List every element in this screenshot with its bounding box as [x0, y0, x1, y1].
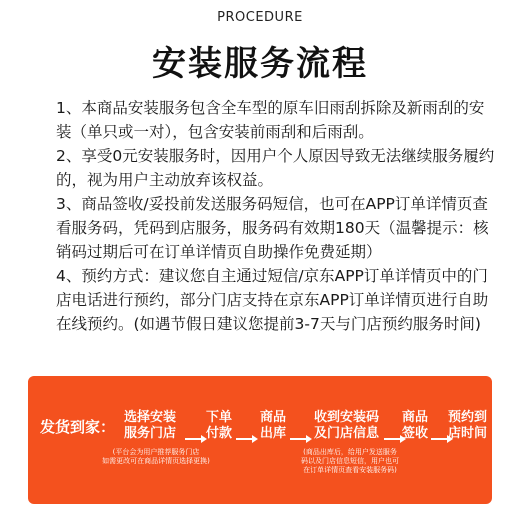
flow-step-line: 商品 [260, 410, 287, 425]
flow-step-line: 选择安装 [124, 410, 177, 425]
page-title: 安装服务流程 [152, 44, 368, 84]
note-line: (商品出库后，给用户发送服务 [303, 448, 397, 456]
arrow-right-icon [290, 436, 312, 442]
flow-step-line: 签收 [402, 426, 429, 441]
arrow-right-icon [236, 436, 258, 442]
note-line: 如需更改可在商品详情页选择更换) [102, 457, 210, 465]
flow-step-line: 商品 [402, 410, 429, 425]
flow-step-line: 出库 [260, 426, 287, 441]
flow-step-receive-code [314, 410, 379, 442]
flow-step-ship [260, 410, 286, 442]
flow-step-sign [402, 410, 428, 442]
flow-step-choose-store [124, 410, 176, 442]
flow-step-line: 服务门店 [124, 426, 177, 441]
note-line: (平台会为用户推荐服务门店 [112, 448, 200, 456]
flow-banner [28, 376, 492, 504]
flow-lead-label: 发货到家： [40, 418, 116, 436]
rule-item: 1、本商品安装服务包含全车型的原车旧雨刮拆除及新雨刮的安装（单只或一对），包含安装前雨刮和后雨刮。 [56, 99, 485, 141]
procedure-label: PROCEDURE [217, 10, 303, 25]
rules-list [56, 96, 496, 336]
flow-step-line: 及门店信息 [314, 426, 380, 441]
flow-step-appointment [448, 410, 487, 442]
code-note [290, 448, 410, 475]
flow-step-line: 收到安装码 [314, 410, 380, 425]
flow-step-line: 店时间 [448, 426, 488, 441]
rule-item: 2、享受0元安装服务时，因用户个人原因导致无法继续服务履约的，视为用户主动放弃该权益。 [56, 147, 495, 189]
flow-step-pay [206, 410, 232, 442]
note-line: 码以及门店信息短信，用户也可 [301, 457, 399, 465]
flow-step-line: 下单 [206, 410, 233, 425]
arrow-right-icon [185, 436, 207, 442]
rule-item: 4、预约方式：建议您自主通过短信/京东APP订单详情页中的门店电话进行预约，部分门店支持在京东APP订单详情页进行自助在线预约。(如遇节假日建议您提前3-7天与门店预约服务时间) [56, 267, 489, 333]
store-note [96, 448, 216, 466]
flow-step-line: 付款 [206, 426, 233, 441]
flow-step-line: 预约到 [448, 410, 488, 425]
rule-item: 3、商品签收/妥投前发送服务码短信，也可在APP订单详情页查看服务码，凭码到店服务，服务码有效期180天（温馨提示：核销码过期后可在订单详情页自助操作免费延期） [56, 195, 489, 261]
note-line: 在订单详情页查看安装服务码) [303, 466, 397, 474]
